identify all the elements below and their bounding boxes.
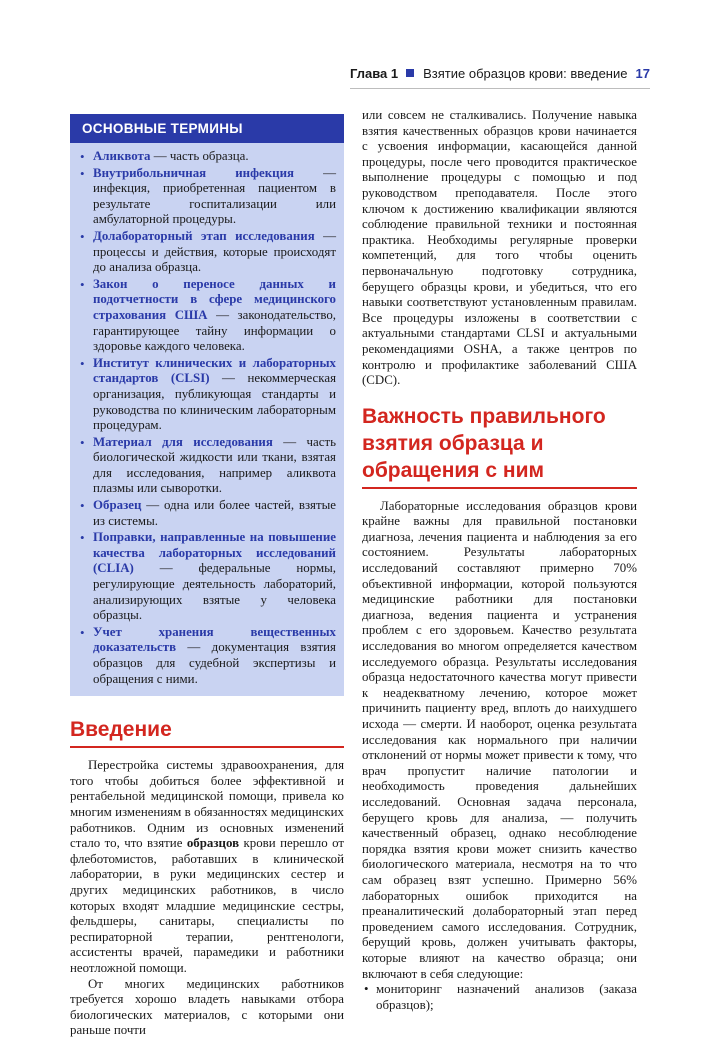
intro-p1-text-b: крови перешло от флеботомистов, работавших в клинической лаборатории, в руки медицинских сестер и других медицинских работников, в число которых входят младшие медицинские сестры, фельдшеры, санитары, специалисты по респираторной терапии, рентгенологи, ассистенты врачей, парамедики и работники неотложной помощи. xyxy=(70,836,345,975)
factor-list-item: • мониторинг назначений анализов (заказа образцов); xyxy=(362,982,637,1013)
key-terms-box xyxy=(70,114,344,696)
key-term-definition: — инфекция, приобретенная пациентом в результате госпитализации или амбулаторной процедуры. xyxy=(93,165,336,227)
key-term-item xyxy=(80,356,336,434)
key-term-label: Внутрибольничная инфекция xyxy=(93,165,294,180)
right-column xyxy=(362,108,637,1013)
key-term-item xyxy=(80,149,336,165)
key-term-label: Поправки, направленные на повышение качества лабораторных исследований (CLIA) xyxy=(93,530,336,576)
running-header xyxy=(350,62,650,84)
key-term-definition: — документация взятия образцов для судебной экспертизы и обращения с ними. xyxy=(93,640,336,686)
header-rule xyxy=(350,88,650,89)
key-term-label: Материал для исследования xyxy=(93,434,273,449)
key-terms-title: ОСНОВНЫЕ ТЕРМИНЫ xyxy=(70,114,344,143)
intro-p1-text-a: Перестройка системы здравоохранения, для того чтобы добиться более эффективной и рентабельной медицинской помощи, привела ко многим изменениям в обязанностях медицинских работников. Одним из основных изменений стало то, что взятие xyxy=(70,758,344,851)
key-term-label: Долабораторный этап исследования xyxy=(93,228,315,243)
key-term-definition: — часть образца. xyxy=(150,149,249,163)
key-term-item xyxy=(80,530,336,624)
key-terms-list xyxy=(70,143,344,687)
intro-p1-bold: образцов xyxy=(186,836,240,851)
key-term-item xyxy=(80,229,336,276)
intro-paragraph-1 xyxy=(70,758,344,976)
chapter-title: Взятие образцов крови: введение xyxy=(423,65,628,81)
key-term-definition: — федеральные нормы, регулирующие деятельность лабораторий, анализирующих взятые у человека образцы. xyxy=(93,561,336,623)
square-bullet-icon xyxy=(406,69,414,77)
factor-list xyxy=(362,982,637,1013)
key-term-label: Институт клинических и лабораторных стандартов (CLSI) xyxy=(93,355,336,386)
key-term-label: Закон о переносе данных и подотчетности в сфере медицинского страхования США xyxy=(93,276,336,322)
key-term-item xyxy=(80,166,336,228)
key-term-item xyxy=(80,498,336,529)
chapter-label: Глава 1 xyxy=(350,65,399,81)
key-term-item xyxy=(80,625,336,687)
key-term-label: Аликвота xyxy=(93,149,151,163)
section-heading: Важность правильного взятия образца и обращения с ним xyxy=(362,403,637,489)
key-term-item xyxy=(80,435,336,497)
key-term-definition: — некоммерческая организация, публикующая стандарты и руководства по клиническим лабораторным процедурам. xyxy=(93,371,336,433)
key-term-item xyxy=(80,277,336,355)
key-term-definition: — законодательство, гарантирующее тайну информации о здоровье каждого человека. xyxy=(93,307,337,354)
left-column xyxy=(70,114,344,1039)
key-term-definition: — часть биологической жидкости или ткани, взятая для исследования, например аликвота плазмы или сыворотки. xyxy=(93,434,336,496)
section-paragraph: Лабораторные исследования образцов крови крайне важны для правильной постановки диагноза, лечения пациента и наблюдения за его состоянием. Результаты лабораторных исследований составляют примерно 70% объективной информации, которой пользуются медицинские работники для постановки диагноза, ведения пациента и устранения проблем с его здоровьем. Качество результата исследования во многом определяется качеством исследуемого образца. Результаты исследования образца недостаточного качества могут привести к неадекватному лечению, которое может причинить пациенту вред, вплоть до наихудшего исхода — смерти. И наоборот, оценка результата исследования как нормального при наличии отклонений от нормы может привести к тому, что врач пропустит наличие патологии и необходимость проведения дальнейших исследований. Основная задача персонала, берущего кровь для анализа, — получить качественный образец, однако несоблюдение порядка взятия крови может снизить качество биологического материала, несмотря на то что сам образец взят успешно. Примерно 56% лабораторных ошибок приходится на преаналитический долабораторный этап перед проведением самого исследования. Сотрудник, берущий кровь, должен учитывать факторы, которые влияют на качество образца; они включают в себя следующие: xyxy=(362,498,637,981)
key-term-definition: — одна или более частей, взятые из системы. xyxy=(93,498,336,528)
intro-paragraph-2: От многих медицинских работников требуется хорошо владеть навыками отбора биологических материалов, с которыми они раньше почти xyxy=(70,976,344,1038)
intro-heading: Введение xyxy=(70,716,344,748)
key-term-label: Учет хранения вещественных доказательств xyxy=(93,624,336,655)
key-term-label: Образец xyxy=(93,498,142,513)
page-number: 17 xyxy=(635,65,650,81)
key-term-definition: — процессы и действия, которые происходят до анализа образца. xyxy=(93,228,336,275)
continued-paragraph: или совсем не сталкивались. Получение навыка взятия качественных образцов крови начинается с усвоения информации, касающейся данной процедуры, после чего проводится практическое выполнение процедуры с помощью и под руководством преподавателя. После этого ключом к достижению квалификации являются соблюдение правильной техники и постоянная практика. Необходимы регулярные проверки компетенций, для того чтобы оценить первоначальную подготовку сотрудника, берущего образцы крови, и убедиться, что его навыки соответствуют установленным правилам. Все процедуры изложены в соответствии с актуальными стандартами CLSI и актуальными рекомендациями OSHA, а также центров по контролю и профилактике заболеваний США (CDC). xyxy=(362,108,637,388)
